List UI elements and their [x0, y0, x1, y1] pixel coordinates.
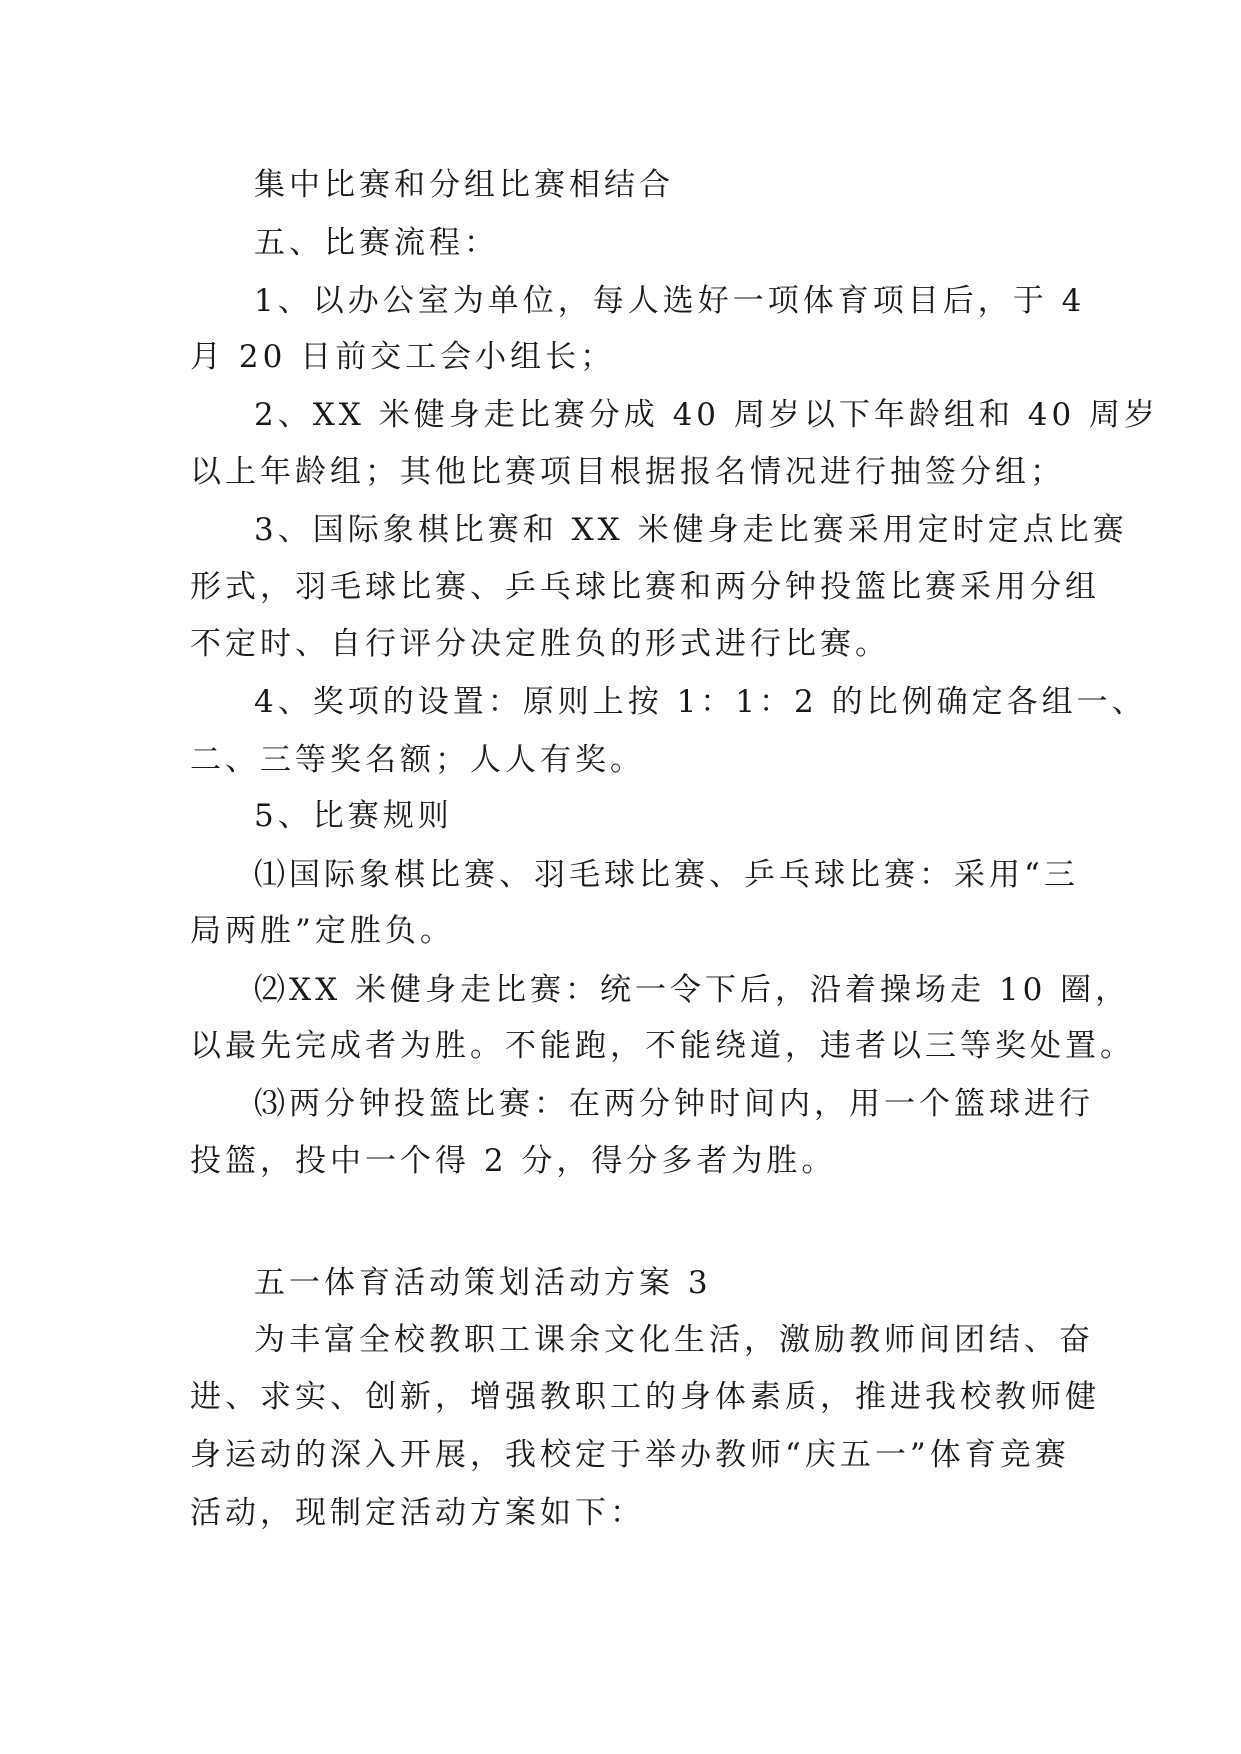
text-line: 进、求实、创新，增强教职工的身体素质，推进我校教师健 [190, 1379, 1100, 1415]
text-line: 形式，羽毛球比赛、乒乓球比赛和两分钟投篮比赛采用分组 [190, 569, 1100, 605]
text-line: 以最先完成者为胜。不能跑，不能绕道，违者以三等奖处置。 [190, 1028, 1135, 1064]
text-line: 二、三等奖名额；人人有奖。 [190, 742, 645, 778]
text-line: 集中比赛和分组比赛相结合 [254, 167, 674, 203]
text-line: ⑵XX 米健身走比赛：统一令下后，沿着操场走 10 圈， [254, 972, 1131, 1008]
text-line: ⑴国际象棋比赛、羽毛球比赛、乒乓球比赛：采用“三 [254, 857, 1079, 893]
text-line: 月 20 日前交工会小组长； [190, 339, 616, 375]
text-line: 4、奖项的设置：原则上按 1：1：2 的比例确定各组一、 [254, 684, 1147, 720]
text-line: 身运动的深入开展，我校定于举办教师“庆五一”体育竞赛 [190, 1437, 1070, 1473]
section-heading: 五一体育活动策划活动方案 3 [254, 1265, 712, 1301]
text-line: 活动，现制定活动方案如下： [190, 1495, 645, 1531]
text-line: ⑶两分钟投篮比赛：在两分钟时间内，用一个篮球进行 [254, 1086, 1094, 1122]
text-line: 2、XX 米健身走比赛分成 40 周岁以下年龄组和 40 周岁 [254, 397, 1160, 433]
text-line: 局两胜”定胜负。 [190, 913, 455, 949]
text-line: 3、国际象棋比赛和 XX 米健身走比赛采用定时定点比赛 [254, 512, 1128, 548]
text-line: 1、以办公室为单位，每人选好一项体育项目后，于 4 [254, 283, 1086, 319]
text-line: 不定时、自行评分决定胜负的形式进行比赛。 [190, 626, 890, 662]
text-line: 为丰富全校教职工课余文化生活，激励教师间团结、奋 [254, 1322, 1094, 1358]
text-line: 5、比赛规则 [254, 798, 453, 834]
text-line: 投篮，投中一个得 2 分，得分多者为胜。 [190, 1143, 837, 1179]
text-line: 五、比赛流程： [254, 225, 499, 261]
text-line: 以上年龄组；其他比赛项目根据报名情况进行抽签分组； [190, 454, 1065, 490]
